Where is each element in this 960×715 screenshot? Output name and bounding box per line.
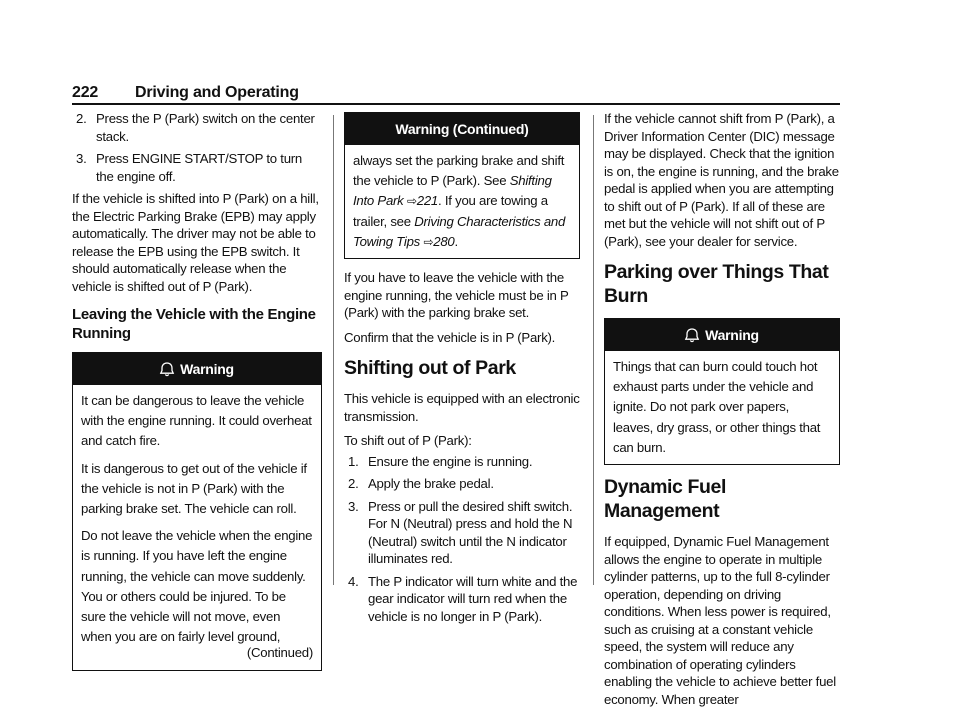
step-number: 3. <box>76 151 87 166</box>
paragraph: If the vehicle is shifted into P (Park) on a hill, the Electric Parking Brake (EPB) may apply automatically. The driver may not be able to release the EPB using the EPB switch. It should automatically release when the vehicle is shifted out of P (Park). <box>72 191 319 294</box>
warning-box <box>604 318 840 465</box>
step-number: 1. <box>348 453 359 469</box>
step-item <box>344 475 580 493</box>
section-title: Driving and Operating <box>135 84 299 101</box>
continued-label: (Continued) <box>246 645 313 661</box>
warning-title: Warning <box>705 327 759 343</box>
section-heading: Leaving the Vehicle with the Engine Running <box>72 306 316 342</box>
section-heading: Shifting out of Park <box>344 357 516 380</box>
column-divider-1 <box>333 115 334 585</box>
page-reference[interactable]: 221 <box>416 193 439 209</box>
step-number: 2. <box>348 476 359 492</box>
warning-box <box>72 352 322 671</box>
paragraph: To shift out of P (Park): <box>344 433 472 449</box>
step-text: Ensure the engine is running. <box>368 453 533 469</box>
step-item <box>72 150 322 185</box>
step-number: 2. <box>76 111 87 126</box>
cross-reference[interactable]: Driving Characteristics and Towing Tips <box>353 213 566 249</box>
warning-title: Warning (Continued) <box>395 121 529 137</box>
step-number: 4. <box>348 573 359 589</box>
warning-header <box>345 113 579 145</box>
page-header <box>72 82 840 104</box>
warning-header <box>605 319 839 351</box>
section-heading: Parking over Things That Burn <box>604 261 829 307</box>
warning-text: It is dangerous to get out of the vehicle if the vehicle is not in P (Park) with the parking brake set. The vehicle can roll. <box>81 460 307 517</box>
paragraph: This vehicle is equipped with an electronic transmission. <box>344 391 580 424</box>
page-number: 222 <box>72 84 99 101</box>
step-item <box>344 453 580 471</box>
warning-text: . <box>454 233 458 249</box>
warning-body <box>345 145 579 258</box>
paragraph: If you have to leave the vehicle with the engine running, the vehicle must be in P (Park) with the parking brake set. <box>344 270 569 321</box>
paragraph: If equipped, Dynamic Fuel Management allows the engine to operate in multiple cylinder patterns, up to the full 8-cylinder operation, depending on driving conditions. When less power is required, such as cruising at a constant vehicle speed, the system will reduce any combination of operating cylinders enabling the vehicle to achieve better fuel economy. When greater <box>604 534 836 707</box>
section-heading: Dynamic Fuel Management <box>604 476 726 523</box>
warning-icon <box>160 356 174 388</box>
paragraph: Confirm that the vehicle is in P (Park). <box>344 329 556 345</box>
page-reference[interactable]: 280 <box>433 233 455 249</box>
warning-text: It can be dangerous to leave the vehicle with the engine running. It could overheat and catch fire. <box>81 393 312 449</box>
warning-text: . If you are towing a trailer, see <box>353 193 548 229</box>
column-2 <box>344 112 580 630</box>
step-text: The P indicator will turn white and the gear indicator will turn red when the vehicle is no longer in P (Park). <box>368 573 578 624</box>
column-divider-2 <box>593 115 594 585</box>
warning-text: always set the parking brake and shift the vehicle to P (Park). See <box>353 153 565 189</box>
warning-title: Warning <box>180 361 234 377</box>
cross-reference[interactable]: Shifting Into Park <box>353 173 552 209</box>
step-text: Press or pull the desired shift switch. For N (Neutral) press and hold the N (Neutral) switch until the N indicator illuminates red. <box>368 498 573 567</box>
step-text: Press ENGINE START/STOP to turn the engine off. <box>96 151 302 184</box>
warning-box-continued <box>344 112 580 259</box>
warning-body <box>73 385 321 670</box>
page-ref-arrow-icon: ⇨ <box>406 194 417 209</box>
step-text: Apply the brake pedal. <box>368 476 494 492</box>
warning-text: Do not leave the vehicle when the engine is running. If you have left the engine running, the vehicle can move suddenly. You or others could be injured. To be sure the vehicle will not move, even when you are on fairly level ground, <box>81 528 313 645</box>
warning-body <box>605 351 839 464</box>
column-3 <box>604 110 840 715</box>
paragraph: If the vehicle cannot shift from P (Park), a Driver Information Center (DIC) message may be displayed. Check that the ignition is on, the engine is running, and the brake pedal is applied when you are attempting to shift out of P (Park). If all of these are met but the vehicle will not shift out of P (Park), see your dealer for service. <box>604 111 839 249</box>
warning-icon <box>685 322 699 354</box>
column-1 <box>72 110 322 681</box>
step-item <box>72 110 322 145</box>
warning-text: Things that can burn could touch hot exhaust parts under the vehicle and ignite. Do not park over papers, leaves, dry grass, or other things that can burn. <box>613 359 821 455</box>
step-item <box>344 573 580 626</box>
step-item <box>344 498 580 568</box>
step-number: 3. <box>348 498 359 514</box>
page-ref-arrow-icon: ⇨ <box>423 234 434 249</box>
warning-header <box>73 353 321 385</box>
step-text: Press the P (Park) switch on the center stack. <box>96 111 315 144</box>
header-rule <box>72 103 840 105</box>
